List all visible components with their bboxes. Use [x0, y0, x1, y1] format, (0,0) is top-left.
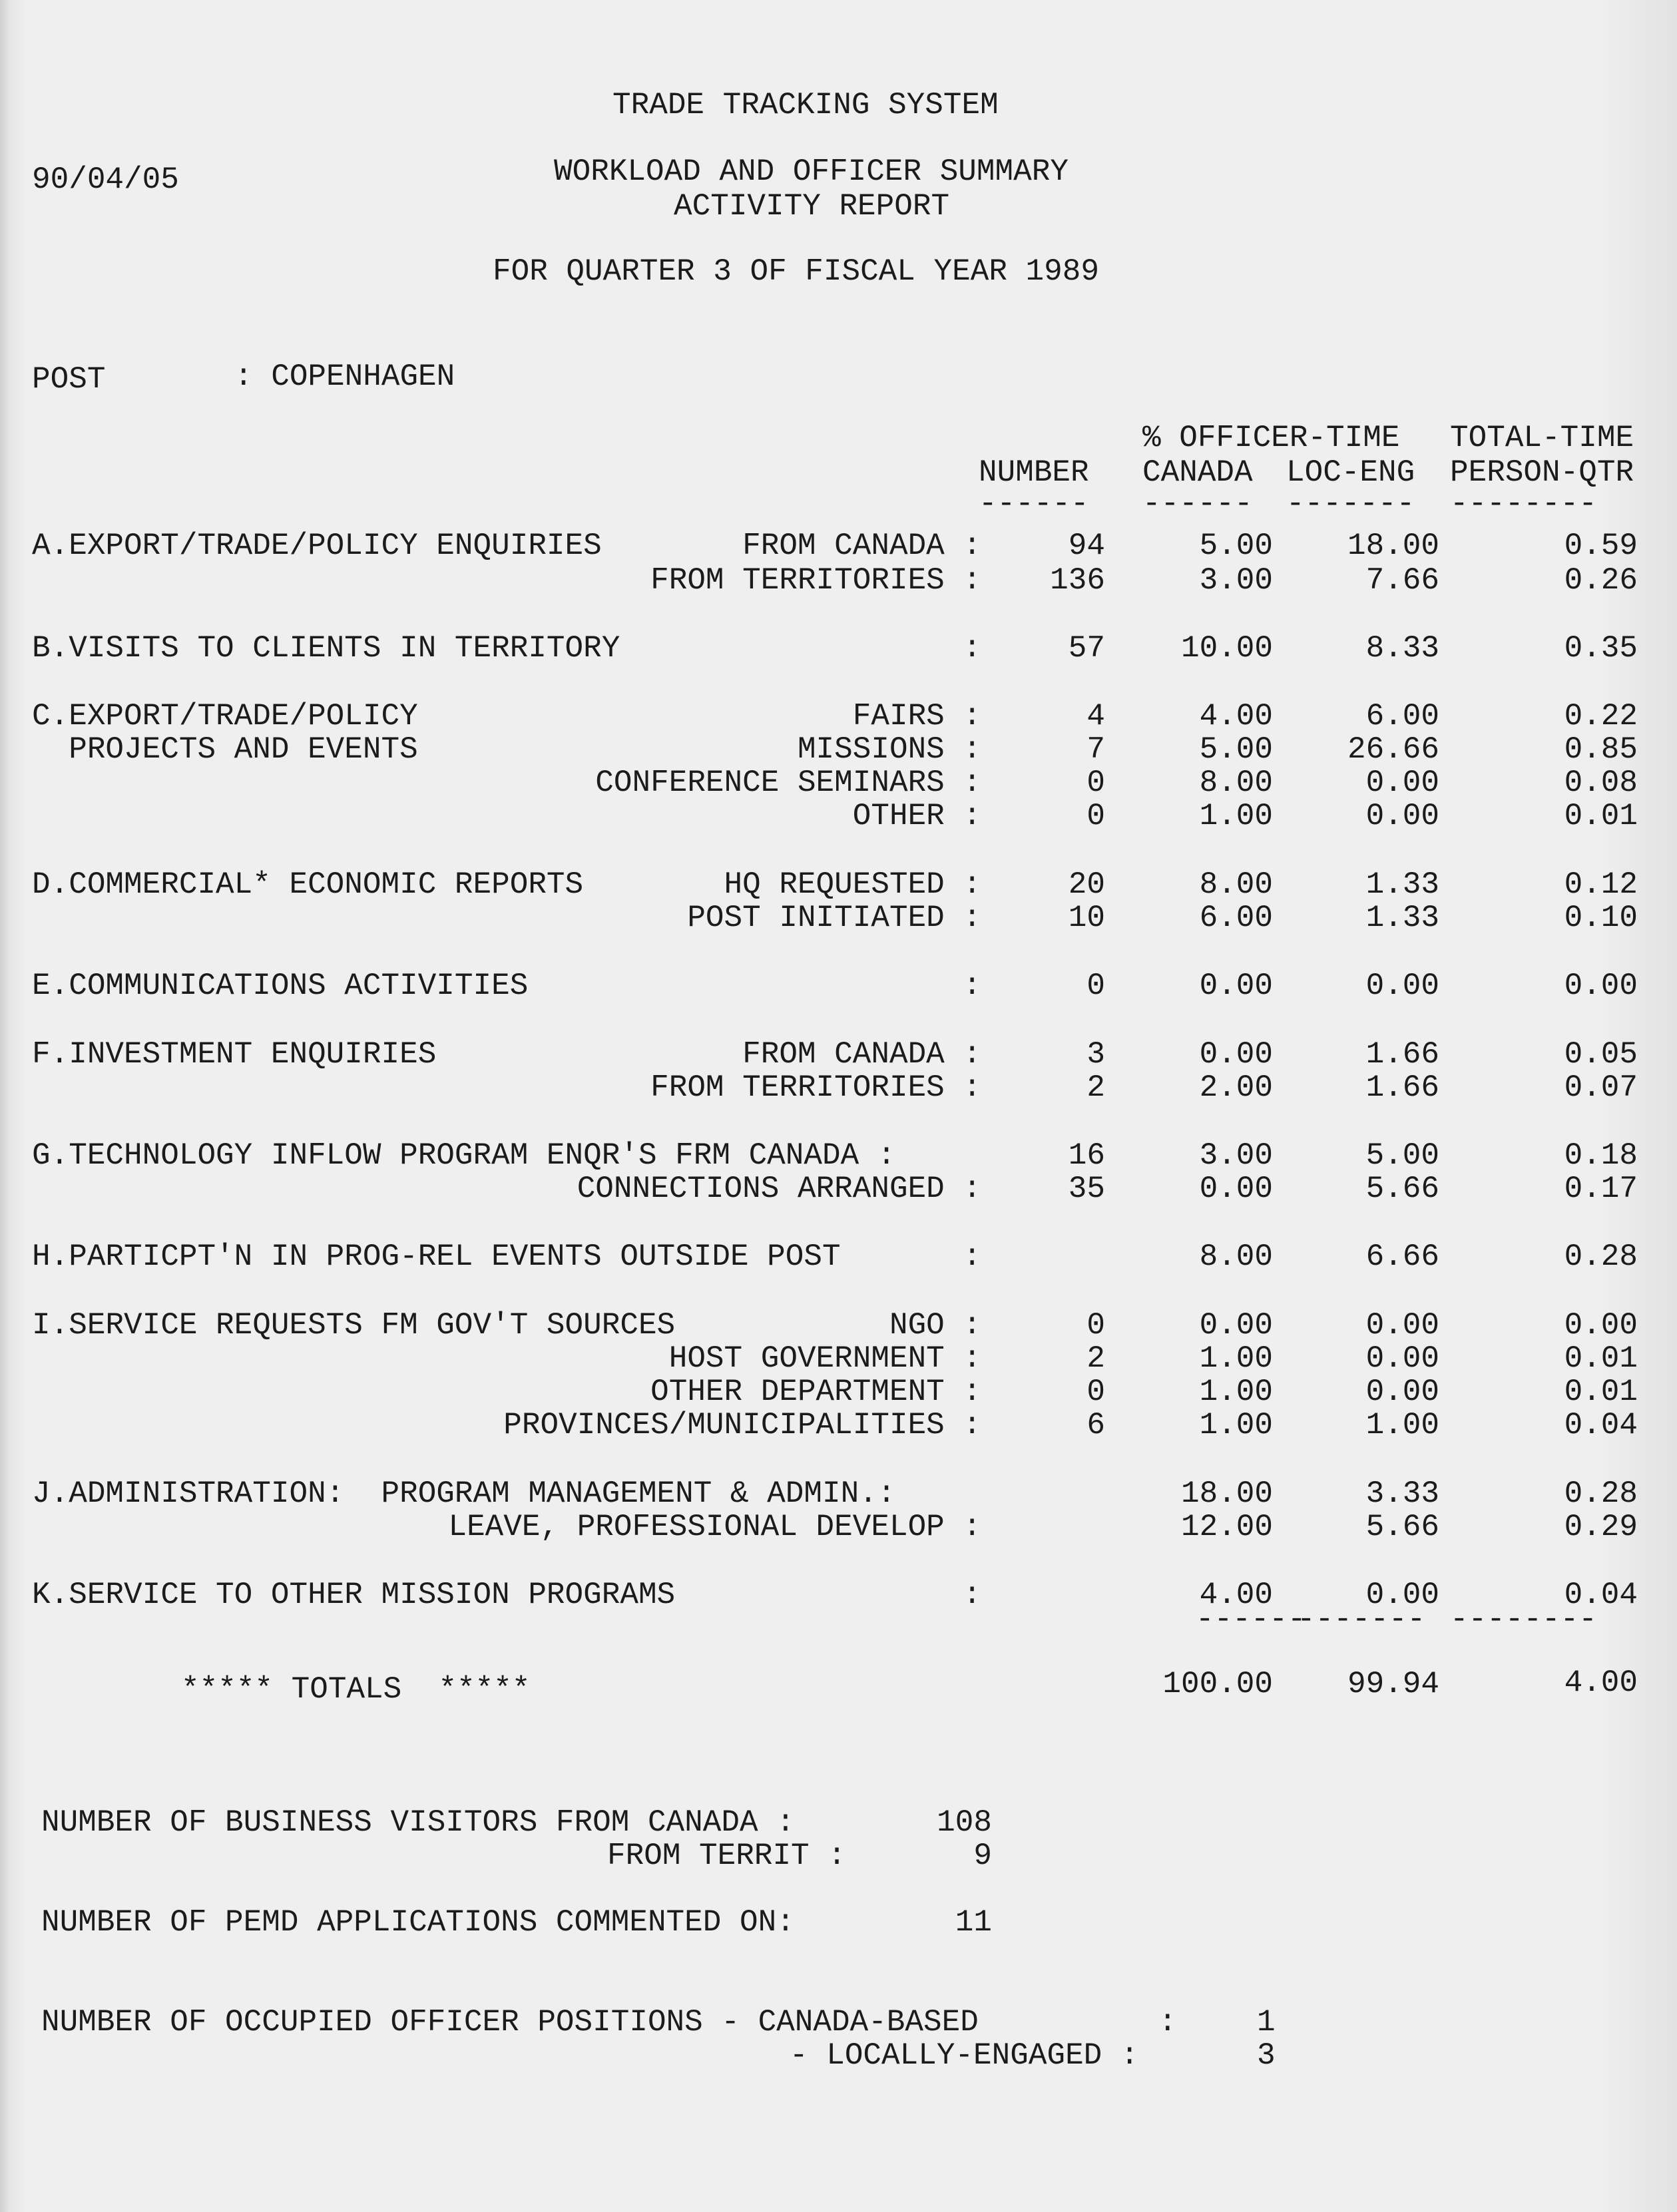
row-16-left: I.SERVICE REQUESTS FM GOV'T SOURCES: [32, 1308, 676, 1343]
totals-canada: 100.00: [1162, 1667, 1273, 1701]
row-8-loc: 1.33: [1365, 867, 1439, 902]
row-3-pq: 0.35: [1564, 631, 1638, 666]
row-11-pq: 0.05: [1564, 1037, 1638, 1072]
row-22-canada: 4.00: [1199, 1578, 1273, 1612]
row-17-pq: 0.01: [1564, 1341, 1638, 1376]
row-5-pq: 0.85: [1564, 732, 1638, 767]
row-4-canada: 4.00: [1199, 699, 1273, 734]
rule-person-qtr: --------: [1450, 487, 1597, 521]
visitors-territ: 9: [973, 1839, 992, 1873]
row-6-number: 0: [1086, 766, 1105, 800]
row-5-left: PROJECTS AND EVENTS: [32, 732, 418, 767]
row-15-canada: 8.00: [1199, 1239, 1273, 1274]
row-6-loc: 0.00: [1365, 766, 1439, 800]
row-4-sub: FAIRS :: [852, 699, 981, 734]
row-6-pq: 0.08: [1564, 766, 1638, 800]
row-4-pq: 0.22: [1564, 699, 1638, 734]
row-22-loc: 0.00: [1365, 1578, 1439, 1612]
row-12-loc: 1.66: [1365, 1070, 1439, 1105]
totals-rule-person-qtr: --------: [1450, 1602, 1597, 1637]
row-2-loc: 7.66: [1365, 563, 1439, 598]
positions-colon: :: [1158, 2005, 1177, 2040]
row-15-left: H.PARTICPT'N IN PROG-REL EVENTS OUTSIDE POST: [32, 1239, 841, 1274]
row-11-number: 3: [1086, 1037, 1105, 1072]
row-8-pq: 0.12: [1564, 867, 1638, 902]
row-14-number: 35: [1068, 1172, 1105, 1206]
row-12-number: 2: [1086, 1070, 1105, 1105]
row-17-number: 2: [1086, 1341, 1105, 1376]
row-18-pq: 0.01: [1564, 1375, 1638, 1409]
row-2-number: 136: [1050, 563, 1105, 598]
row-1-loc: 18.00: [1347, 529, 1439, 563]
row-2-canada: 3.00: [1199, 563, 1273, 598]
row-12-pq: 0.07: [1564, 1070, 1638, 1105]
row-9-number: 10: [1068, 901, 1105, 935]
rule-loc-eng: -------: [1286, 487, 1415, 521]
row-19-number: 6: [1086, 1408, 1105, 1442]
row-18-number: 0: [1086, 1375, 1105, 1409]
row-10-number: 0: [1086, 969, 1105, 1003]
row-7-number: 0: [1086, 799, 1105, 833]
row-20-left: J.ADMINISTRATION: PROGRAM MANAGEMENT & ADMIN.:: [32, 1476, 896, 1511]
row-14-sub: CONNECTIONS ARRANGED :: [577, 1172, 981, 1206]
row-22-left: K.SERVICE TO OTHER MISSION PROGRAMS: [32, 1578, 676, 1612]
totals-loc-eng: 99.94: [1347, 1667, 1439, 1701]
row-14-pq: 0.17: [1564, 1172, 1638, 1206]
row-19-pq: 0.04: [1564, 1408, 1638, 1442]
row-9-pq: 0.10: [1564, 901, 1638, 935]
row-6-sub: CONFERENCE SEMINARS :: [595, 766, 981, 800]
row-22-pq: 0.04: [1564, 1578, 1638, 1612]
totals-person-qtr: 4.00: [1564, 1665, 1638, 1700]
row-1-pq: 0.59: [1564, 529, 1638, 563]
row-6-canada: 8.00: [1199, 766, 1273, 800]
row-19-sub: PROVINCES/MUNICIPALITIES :: [503, 1408, 981, 1442]
row-21-pq: 0.29: [1564, 1510, 1638, 1544]
row-14-loc: 5.66: [1365, 1172, 1439, 1206]
row-4-loc: 6.00: [1365, 699, 1439, 734]
totals-rule-loc-eng: -------: [1297, 1602, 1426, 1637]
rule-number: ------: [979, 487, 1089, 521]
row-9-sub: POST INITIATED :: [687, 901, 981, 935]
row-13-pq: 0.18: [1564, 1138, 1638, 1173]
visitors-territ-label: FROM TERRIT :: [607, 1839, 846, 1873]
row-14-canada: 0.00: [1199, 1172, 1273, 1206]
row-11-canada: 0.00: [1199, 1037, 1273, 1072]
row-1-sub: FROM CANADA :: [742, 529, 981, 563]
row-16-pq: 0.00: [1564, 1308, 1638, 1343]
row-15-sub: :: [963, 1239, 981, 1274]
row-2-sub: FROM TERRITORIES :: [650, 563, 981, 598]
row-20-canada: 18.00: [1180, 1476, 1273, 1511]
rule-canada: ------: [1142, 487, 1253, 521]
row-18-sub: OTHER DEPARTMENT :: [650, 1375, 981, 1409]
pemd-value: 11: [955, 1905, 992, 1940]
row-10-canada: 0.00: [1199, 969, 1273, 1003]
row-13-loc: 5.00: [1365, 1138, 1439, 1173]
row-15-pq: 0.28: [1564, 1239, 1638, 1274]
row-5-loc: 26.66: [1347, 732, 1439, 767]
totals-label: ***** TOTALS *****: [181, 1672, 531, 1707]
row-3-sub: :: [963, 631, 981, 666]
row-10-left: E.COMMUNICATIONS ACTIVITIES: [32, 969, 529, 1003]
positions-label: NUMBER OF OCCUPIED OFFICER POSITIONS - CANADA-BASED: [41, 2005, 979, 2040]
row-16-loc: 0.00: [1365, 1308, 1439, 1343]
row-11-loc: 1.66: [1365, 1037, 1439, 1072]
row-5-sub: MISSIONS :: [797, 732, 981, 767]
header-loc-eng: LOC-ENG: [1286, 455, 1415, 490]
row-7-canada: 1.00: [1199, 799, 1273, 833]
row-18-canada: 1.00: [1199, 1375, 1273, 1409]
row-1-number: 94: [1068, 529, 1105, 563]
row-17-loc: 0.00: [1365, 1341, 1439, 1376]
row-12-sub: FROM TERRITORIES :: [650, 1070, 981, 1105]
row-5-canada: 5.00: [1199, 732, 1273, 767]
row-16-number: 0: [1086, 1308, 1105, 1343]
row-8-number: 20: [1068, 867, 1105, 902]
row-5-number: 7: [1086, 732, 1105, 767]
row-12-canada: 2.00: [1199, 1070, 1273, 1105]
row-21-loc: 5.66: [1365, 1510, 1439, 1544]
positions-canada: 1: [1257, 2005, 1276, 2040]
row-19-canada: 1.00: [1199, 1408, 1273, 1442]
row-7-pq: 0.01: [1564, 799, 1638, 833]
row-10-pq: 0.00: [1564, 969, 1638, 1003]
visitors-canada: 108: [937, 1805, 992, 1840]
row-7-loc: 0.00: [1365, 799, 1439, 833]
report-subtitle: ACTIVITY REPORT: [674, 189, 950, 224]
row-21-sub: LEAVE, PROFESSIONAL DEVELOP :: [448, 1510, 981, 1544]
row-3-left: B.VISITS TO CLIENTS IN TERRITORY: [32, 631, 620, 666]
row-4-left: C.EXPORT/TRADE/POLICY: [32, 699, 418, 734]
row-9-loc: 1.33: [1365, 901, 1439, 935]
visitors-label: NUMBER OF BUSINESS VISITORS FROM CANADA :: [41, 1805, 795, 1840]
row-10-sub: :: [963, 969, 981, 1003]
row-19-loc: 1.00: [1365, 1408, 1439, 1442]
totals-rule-canada: ------: [1196, 1602, 1306, 1637]
row-7-sub: OTHER :: [852, 799, 981, 833]
row-17-canada: 1.00: [1199, 1341, 1273, 1376]
row-18-loc: 0.00: [1365, 1375, 1439, 1409]
row-1-canada: 5.00: [1199, 529, 1273, 563]
row-3-number: 57: [1068, 631, 1105, 666]
pemd-label: NUMBER OF PEMD APPLICATIONS COMMENTED ON:: [41, 1905, 795, 1940]
row-3-canada: 10.00: [1180, 631, 1273, 666]
row-4-number: 4: [1086, 699, 1105, 734]
row-16-canada: 0.00: [1199, 1308, 1273, 1343]
report-period: FOR QUARTER 3 OF FISCAL YEAR 1989: [493, 254, 1099, 289]
header-person-qtr: PERSON-QTR: [1450, 455, 1634, 490]
row-3-loc: 8.33: [1365, 631, 1439, 666]
system-title: TRADE TRACKING SYSTEM: [612, 88, 999, 122]
row-17-sub: HOST GOVERNMENT :: [668, 1341, 981, 1376]
post-label: POST: [32, 362, 106, 397]
report-title: WORKLOAD AND OFFICER SUMMARY: [554, 154, 1069, 189]
row-22-sub: :: [963, 1578, 981, 1612]
header-number: NUMBER: [979, 455, 1089, 490]
row-21-canada: 12.00: [1180, 1510, 1273, 1544]
row-13-canada: 3.00: [1199, 1138, 1273, 1173]
header-officer-time: % OFFICER-TIME: [1142, 421, 1400, 455]
report-date: 90/04/05: [32, 162, 179, 197]
row-8-left: D.COMMERCIAL* ECONOMIC REPORTS: [32, 867, 584, 902]
row-11-sub: FROM CANADA :: [742, 1037, 981, 1072]
row-13-number: 16: [1068, 1138, 1105, 1173]
row-2-pq: 0.26: [1564, 563, 1638, 598]
row-11-left: F.INVESTMENT ENQUIRIES: [32, 1037, 437, 1072]
row-8-sub: HQ REQUESTED :: [724, 867, 981, 902]
row-13-left: G.TECHNOLOGY INFLOW PROGRAM ENQR'S FRM CANADA :: [32, 1138, 896, 1173]
row-20-pq: 0.28: [1564, 1476, 1638, 1511]
header-total-time: TOTAL-TIME: [1450, 421, 1634, 455]
row-15-loc: 6.66: [1365, 1239, 1439, 1274]
row-10-loc: 0.00: [1365, 969, 1439, 1003]
row-20-loc: 3.33: [1365, 1476, 1439, 1511]
positions-local-label: - LOCALLY-ENGAGED :: [790, 2038, 1139, 2073]
row-9-canada: 6.00: [1199, 901, 1273, 935]
row-8-canada: 8.00: [1199, 867, 1273, 902]
header-canada: CANADA: [1142, 455, 1253, 490]
row-16-sub: NGO :: [889, 1308, 981, 1343]
row-1-left: A.EXPORT/TRADE/POLICY ENQUIRIES: [32, 529, 602, 563]
post-value: : COPENHAGEN: [234, 359, 455, 394]
positions-local: 3: [1257, 2038, 1276, 2073]
